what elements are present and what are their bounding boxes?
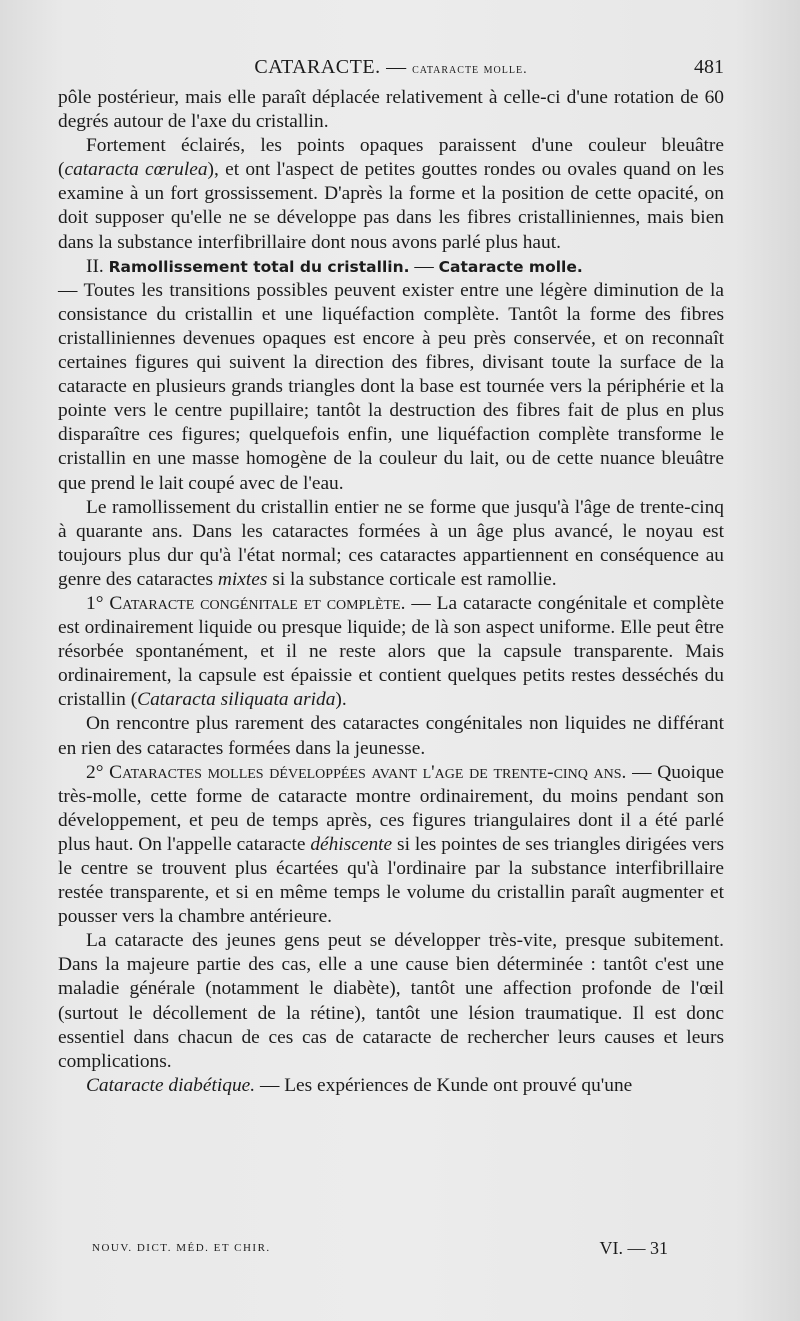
page-body — [58, 86, 724, 1098]
paragraph-9-text: — Les expériences de Kunde ont prouvé qu'une — [255, 1074, 633, 1096]
subsection-label-1: 1° Cataracte congénitale et complète. — [86, 592, 406, 614]
paragraph-7-text-b: si les pointes de ses triangles dirigées vers le centre se trouvent plus écartées qu'à l'ordinaire par la substance interfibrillaire restée transparente, et si en même temps le volume du cristallin paraît augmenter et pousser vers la chambre antérieure. — [58, 833, 724, 928]
italic-term: déhiscente — [310, 833, 393, 855]
footer-volume: VI. — 31 — [599, 1238, 668, 1258]
section-heading: Ramollissement total du cristallin. — [108, 257, 410, 276]
section-ii-text: — Toutes les transitions possibles peuvent exister entre une légère diminution de la consistance du cristallin et une liquéfaction complète. Tantôt la forme des fibres cristalliniennes devenues opaques est encore à peu près conservée, et on reconnaît certaines figures qui suivent la direction des fibres, divisant toute la surface de la cataracte en plusieurs grands triangles dont la base est tournée vers la périphérie et la pointe vers le centre pupillaire; tantôt la destruction des fibres fait de plus en plus disparaître ces figures; quelquefois enfin, une liquéfaction complète transforme le cristallin en une masse homogène de la couleur du lait, ou de cette nuance bleuâtre que prend le lait coupé avec de l'eau. — [58, 279, 724, 494]
page-number: 481 — [694, 56, 724, 78]
italic-term: mixtes — [217, 568, 268, 590]
page-footer — [92, 1238, 668, 1262]
paragraph-6-text: On rencontre plus rarement des cataractes congénitales non liquides ne différant en rien des cataractes formées dans la jeunesse. — [58, 713, 724, 759]
paragraph-7-text-a: — Quoique très-molle, cette forme de cataracte montre ordinairement, du moins pendant son développement, et peu de temps après, ces figures triangulaires dont il a été parlé plus haut. On l'appelle cataracte — [58, 761, 724, 855]
paragraph-6 — [58, 712, 724, 760]
paragraph-4-text-b: si la substance corticale est ramollie. — [267, 568, 557, 590]
paragraph-7 — [58, 761, 724, 930]
running-header — [58, 56, 724, 86]
paragraph-2 — [58, 134, 724, 254]
section-number: II. — [86, 255, 104, 277]
title-dash: — — [386, 56, 407, 78]
section-ii — [58, 255, 724, 496]
latin-term: cataracta cœrulea — [64, 159, 208, 181]
running-title — [58, 56, 724, 79]
paragraph-2-text-a: Fortement éclairés, les points opaques paraissent d'une couleur bleuâtre ( — [58, 135, 724, 181]
title-sub: cataracte molle. — [412, 62, 528, 77]
section-dash: — — [414, 255, 434, 277]
paragraph-4 — [58, 496, 724, 592]
footer-signature: NOUV. DICT. MÉD. ET CHIR. — [92, 1242, 271, 1254]
subsection-label-2: 2° Cataractes molles développées avant l'age de trente-cinq ans. — [86, 761, 627, 783]
paragraph-4-text-a: Le ramollissement du cristallin entier ne se forme que jusqu'à l'âge de trente-cinq à quarante ans. Dans les cataractes formées à un âge plus avancé, le noyau est toujours plus dur qu'à l'état normal; ces cataractes appartiennent en conséquence au genre des cataractes — [58, 496, 724, 590]
paragraph-5-text-b: ). — [335, 689, 347, 711]
paragraph-5-text-a: — La cataracte congénitale et complète est ordinairement liquide ou presque liquide; de là son aspect uniforme. Elle peut être résorbée spontanément, et il ne reste alors que la capsule transparente. Mais ordinairement, la capsule est épaissie et contient quelques petits restes desséchés du cristallin ( — [58, 592, 724, 711]
paragraph-8-text: La cataracte des jeunes gens peut se développer très-vite, presque subitement. Dans la majeure partie des cas, elle a une cause bien déterminée : tantôt c'est une maladie générale (notamment le diabète), tantôt une affection profonde de l'œil (surtout le décollement de la rétine), tantôt une lésion traumatique. Il est donc essentiel dans chacun de ces cas de cataracte de rechercher leurs causes et leurs complications. — [58, 930, 724, 1072]
paragraph-1-text: pôle postérieur, mais elle paraît déplacée relativement à celle-ci d'une rotation de 60 degrés autour de l'axe du cristallin. — [58, 87, 724, 133]
paragraph-2-text-b: ), et ont l'aspect de petites gouttes rondes ou ovales quand on les examine à un fort grossissement. D'après la forme et la position de cette opacité, on doit supposer qu'elle ne se développe pas dans les fibres cristalliniennes, mais bien dans la substance interfibrillaire dont nous avons parlé plus haut. — [58, 159, 725, 253]
paragraph-9 — [58, 1074, 724, 1098]
paragraph-8 — [58, 929, 724, 1074]
title-main: CATARACTE. — [254, 56, 381, 78]
latin-term: Cataracta siliquata arida — [137, 689, 336, 711]
section-heading-2: Cataracte molle. — [438, 257, 583, 276]
paragraph-5 — [58, 592, 724, 712]
italic-heading: Cataracte diabétique. — [86, 1074, 256, 1096]
paragraph-1 — [58, 86, 724, 134]
